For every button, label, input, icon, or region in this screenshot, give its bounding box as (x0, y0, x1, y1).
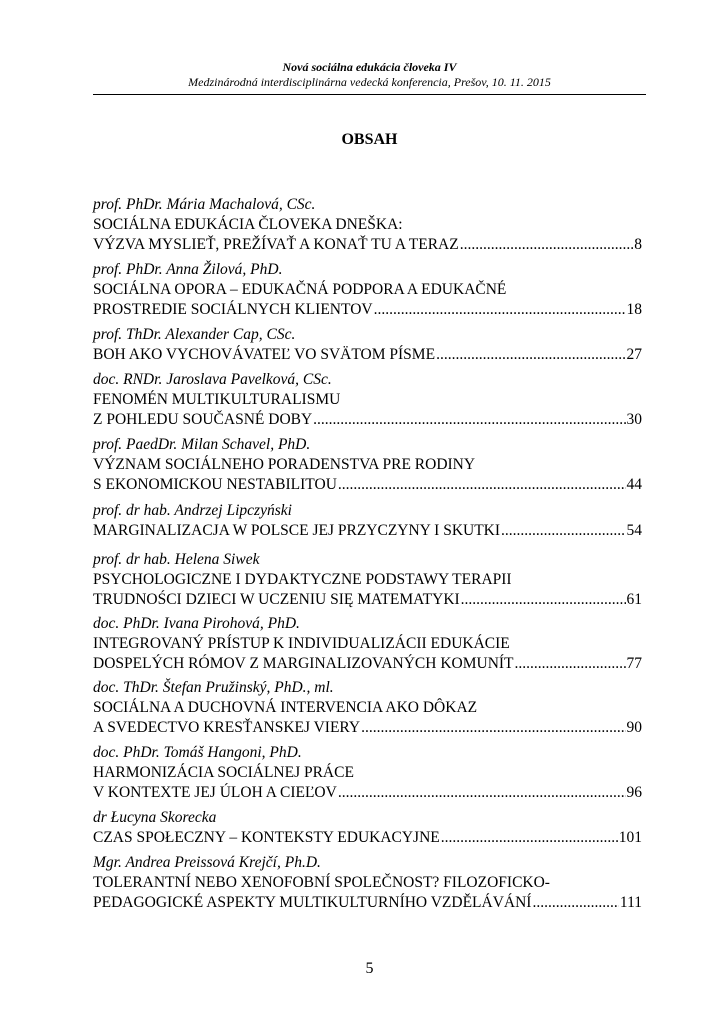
toc-entry-page-number[interactable]: 90 (626, 719, 642, 736)
table-of-contents (93, 190, 642, 913)
toc-entry-page-number[interactable]: 30 (626, 411, 642, 428)
dot-leader (361, 718, 625, 738)
toc-entry-title-final-line (93, 783, 642, 803)
toc-entry-title-final-line (93, 235, 642, 255)
dot-leader (501, 521, 625, 541)
toc-entry-title-line: HARMONIZÁCIA SOCIÁLNEJ PRÁCE (93, 764, 354, 781)
toc-entry-author: prof. PaedDr. Milan Schavel, PhD. (93, 436, 311, 453)
toc-entry[interactable] (93, 808, 642, 848)
toc-entry[interactable] (93, 743, 642, 803)
toc-entry-title-line: SOCIÁLNA OPORA – EDUKAČNÁ PODPORA A EDUKAČNÉ (93, 281, 507, 298)
toc-entry-page-number[interactable]: 44 (626, 476, 642, 493)
toc-entry-title-text: PEDAGOGICKÉ ASPEKTY MULTIKULTURNÍHO VZDĚLÁVÁNÍ (93, 894, 532, 911)
toc-entry-author: Mgr. Andrea Preissová Krejčí, Ph.D. (93, 854, 321, 871)
header-divider (93, 94, 646, 95)
toc-entry-title-text: A SVEDECTVO KRESŤANSKEJ VIERY (93, 719, 361, 736)
dot-leader (515, 654, 626, 674)
dot-leader (532, 893, 618, 913)
toc-entry-title-final-line (93, 828, 642, 848)
toc-entry-author: prof. PhDr. Anna Žilová, PhD. (93, 261, 283, 278)
publication-title: Nová sociálna edukácia človeka IV (282, 60, 457, 74)
toc-entry[interactable] (93, 370, 642, 430)
toc-entry-author: prof. dr hab. Helena Siwek (93, 551, 260, 568)
toc-entry[interactable] (93, 195, 642, 255)
toc-entry-author: doc. RNDr. Jaroslava Pavelková, CSc. (93, 371, 332, 388)
toc-entry-page-number[interactable]: 18 (626, 301, 642, 318)
toc-entry[interactable] (93, 501, 642, 541)
toc-entry-author: doc. PhDr. Tomáš Hangoni, PhD. (93, 744, 302, 761)
toc-entry-title-final-line (93, 410, 642, 430)
page-number: 5 (365, 960, 374, 977)
toc-entry-author: prof. dr hab. Andrzej Lipczyński (93, 502, 292, 519)
toc-entry[interactable] (93, 325, 642, 365)
toc-entry-page-number[interactable]: 8 (634, 236, 642, 253)
dot-leader (441, 828, 618, 848)
toc-entry-title-text: BOH AKO VYCHOVÁVATEĽ VO SVÄTOM PÍSME (93, 346, 436, 363)
toc-entry-title-text: PROSTREDIE SOCIÁLNYCH KLIENTOV (93, 301, 373, 318)
toc-entry-title-text: S EKONOMICKOU NESTABILITOU (93, 476, 337, 493)
toc-entry-title-text: DOSPELÝCH RÓMOV Z MARGINALIZOVANÝCH KOMUNÍT (93, 655, 514, 672)
dot-leader (461, 590, 626, 610)
running-header (93, 60, 646, 90)
toc-entry-title-final-line (93, 300, 642, 320)
toc-entry-title-line: SOCIÁLNA A DUCHOVNÁ INTERVENCIA AKO DÔKAZ (93, 699, 478, 716)
conference-subtitle: Medzinárodná interdisciplinárna vedecká konferencia, Prešov, 10. 11. 2015 (188, 75, 551, 89)
toc-entry-title-final-line (93, 654, 642, 674)
toc-entry-title-line: PSYCHOLOGICZNE I DYDAKTYCZNE PODSTAWY TERAPII (93, 571, 512, 588)
toc-entry-page-number[interactable]: 77 (626, 655, 642, 672)
toc-entry-title-text: V KONTEXTE JEJ ÚLOH A CIEĽOV (93, 784, 337, 801)
toc-entry-page-number[interactable]: 96 (626, 784, 642, 801)
toc-entry-author: doc. PhDr. Ivana Pirohová, PhD. (93, 615, 300, 632)
dot-leader (313, 410, 625, 430)
toc-entry[interactable] (93, 678, 642, 738)
toc-entry-title-final-line (93, 521, 642, 541)
toc-entry-title-final-line (93, 718, 642, 738)
toc-entry-title-line: VÝZNAM SOCIÁLNEHO PORADENSTVA PRE RODINY (93, 456, 476, 473)
toc-entry-page-number[interactable]: 54 (626, 522, 642, 539)
toc-entry-page-number[interactable]: 27 (626, 346, 642, 363)
toc-entry-page-number[interactable]: 111 (619, 894, 642, 911)
toc-entry[interactable] (93, 550, 642, 610)
toc-entry-title-line: INTEGROVANÝ PRÍSTUP K INDIVIDUALIZÁCII EDUKÁCIE (93, 635, 510, 652)
dot-leader (338, 475, 626, 495)
toc-entry[interactable] (93, 260, 642, 320)
toc-entry-title-text: CZAS SPOŁECZNY – KONTEKSTY EDUKACYJNE (93, 829, 440, 846)
toc-entry-title-line: TOLERANTNÍ NEBO XENOFOBNÍ SPOLEČNOST? FILOZOFICKO- (93, 874, 550, 891)
dot-leader (338, 783, 626, 803)
toc-entry-title-line: SOCIÁLNA EDUKÁCIA ČLOVEKA DNEŠKA: (93, 216, 403, 233)
toc-entry[interactable] (93, 853, 642, 913)
toc-entry-author: prof. PhDr. Mária Machalová, CSc. (93, 196, 316, 213)
toc-entry-page-number[interactable]: 61 (626, 591, 642, 608)
toc-entry-author: doc. ThDr. Štefan Pružinský, PhD., ml. (93, 679, 334, 696)
dot-leader (374, 300, 626, 320)
toc-entry-author: dr Łucyna Skorecka (93, 809, 217, 826)
toc-entry-page-number[interactable]: 101 (618, 829, 642, 846)
toc-entry-title-text: TRUDNOŚCI DZIECI W UCZENIU SIĘ MATEMATYKI (93, 591, 460, 608)
toc-entry-title-text: MARGINALIZACJA W POLSCE JEJ PRZYCZYNY I SKUTKI (93, 522, 501, 539)
toc-entry-author: prof. ThDr. Alexander Cap, CSc. (93, 326, 296, 343)
toc-entry[interactable] (93, 435, 642, 495)
toc-entry-title-line: FENOMÉN MULTIKULTURALISMU (93, 391, 341, 408)
toc-heading: OBSAH (341, 131, 398, 148)
dot-leader (460, 235, 634, 255)
toc-entry-title-final-line (93, 345, 642, 365)
toc-entry-title-text: Z POHLEDU SOUČASNÉ DOBY (93, 411, 313, 428)
toc-entry[interactable] (93, 614, 642, 674)
toc-entry-title-final-line (93, 475, 642, 495)
dot-leader (436, 345, 625, 365)
toc-entry-title-text: VÝZVA MYSLIEŤ, PREŽÍVAŤ A KONAŤ TU A TERAZ (93, 236, 459, 253)
toc-entry-title-final-line (93, 590, 642, 610)
toc-entry-title-final-line (93, 893, 642, 913)
